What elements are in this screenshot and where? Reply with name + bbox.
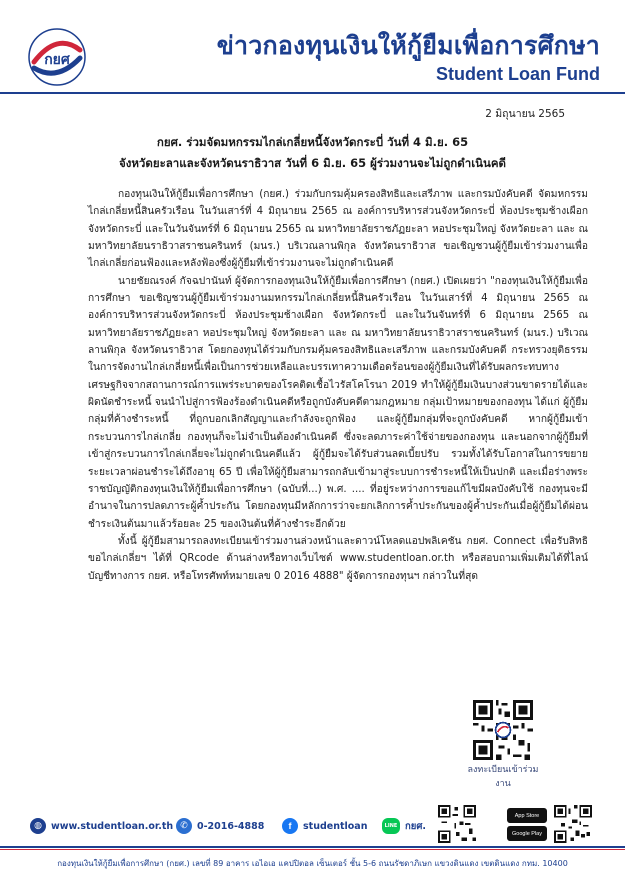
globe-icon: ◍ <box>30 818 46 834</box>
app-download-qr-code[interactable] <box>554 805 592 843</box>
article-body <box>88 186 588 585</box>
footer-facebook[interactable] <box>282 818 367 834</box>
header-title-english: Student Loan Fund <box>436 64 600 84</box>
footer-phone[interactable] <box>176 818 264 834</box>
footer-address: กองทุนเงินให้กู้ยืมเพื่อการศึกษา (กยศ.) เลขที่ 89 อาคาร เอไอเอ แคปปิตอล เซ็นเตอร์ ชั้น 5-6 ถนนรัชดาภิเษก แขวงดินแดง เขตดินแดง กทม. 10400 <box>57 859 568 868</box>
google-play-label: Google Play <box>512 830 542 837</box>
footer-facebook-text: studentloan <box>303 820 368 832</box>
line-icon-label: LINE <box>384 823 398 829</box>
paragraph <box>88 533 588 585</box>
footer-divider <box>0 846 625 854</box>
headline <box>50 132 575 174</box>
release-date: 2 มิถุนายน 2565 <box>485 108 565 120</box>
header-title-thai: ข่าวกองทุนเงินให้กู้ยืมเพื่อการศึกษา <box>216 31 600 60</box>
paragraph-text: กองทุนเงินให้กู้ยืมเพื่อการศึกษา (กยศ.) ร่วมกับกรมคุ้มครองสิทธิและเสรีภาพ และกรมบังคับคดี จัดมหกรรมไกล่เกลี่ยหนี้สินครัวเรือน ในวันเสาร์ที่ 4 มิถุนายน 2565 ณ องค์การบริหารส่วนจังหวัดกระบี่ ห้องประชุมช้างเผือก จังหวัดกระบี่ และในวันจันทร์ที่ 6 มิถุนายน 2565 ณ มหาวิทยาลัยราชภัฏยะลา หอประชุมใหญ่ จังหวัดยะลา และ ณ มหาวิทยาลัยนราธิวาสราชนครินทร์ (มนร.) บริเวณลานพิกุล จังหวัดนราธิวาส ขอเชิญชวนผู้กู้ยืมเข้าร่วมงานเพื่อไกล่เกลี่ยก่อนฟ้องและหลังฟ้องซึ่งผู้กู้ยืมที่เข้าร่วมงานจะไม่ถูกดำเนินคดี <box>88 189 588 270</box>
footer-phone-text: 0-2016-4888 <box>197 820 265 832</box>
headline-line-2: จังหวัดยะลาและจังหวัดนราธิวาส วันที่ 6 มิ.ย. 65 ผู้ร่วมงานจะไม่ถูกดำเนินคดี <box>118 156 507 170</box>
google-play-badge[interactable] <box>507 826 547 841</box>
app-store-label: App Store <box>514 812 540 819</box>
svg-text:กยศ: กยศ <box>44 51 70 67</box>
paragraph <box>88 273 588 533</box>
line-qr-code[interactable] <box>438 805 476 843</box>
headline-line-1: กยศ. ร่วมจัดมหกรรมไกล่เกลี่ยหนี้จังหวัดกระบี่ วันที่ 4 มิ.ย. 65 <box>156 135 469 149</box>
registration-qr-code[interactable] <box>473 700 533 760</box>
footer-line-text: กยศ. <box>405 820 426 832</box>
app-store-badge[interactable] <box>507 808 547 823</box>
footer-website-text: www.studentloan.or.th <box>51 820 174 832</box>
footer-website[interactable] <box>30 818 173 834</box>
qr-caption: ลงทะเบียนเข้าร่วมงาน <box>467 765 539 789</box>
student-loan-fund-logo-icon <box>28 28 86 86</box>
paragraph-text: นายชัยณรงค์ กัจฉปานันท์ ผู้จัดการกองทุนเงินให้กู้ยืมเพื่อการศึกษา (กยศ.) เปิดเผยว่า "กองทุนเงินให้กู้ยืมเพื่อการศึกษา ขอเชิญชวนผู้กู้ยืมเข้าร่วมงานมหกรรมไกล่เกลี่ยหนี้สินครัวเรือน ในวันเสาร์ที่ 4 มิถุนายน 2565 ณ องค์การบริหารส่วนจังหวัดกระบี่ ห้องประชุมช้างเผือก จังหวัดกระบี่ และในวันจันทร์ที่ 6 มิถุนายน 2565 ณ มหาวิทยาลัยราชภัฏยะลา หอประชุมใหญ่ จังหวัดยะลา และ ณ มหาวิทยาลัยนราธิวาสราชนครินทร์ (มนร.) บริเวณลานพิกุล จังหวัดนราธิวาส โดยกองทุนได้ร่วมกับกรมคุ้มครองสิทธิและเสรีภาพ และกรมบังคับคดี กระทรวงยุติธรรม ในการจัดงานไกล่เกลี่ยหนี้เพื่อเป็นการช่วยเหลือและบรรเทาความเดือดร้อนของผู้กู้ยืมเงินที่ได้รับผลกระทบทางเศรษฐกิจจากสถานการณ์การแพร่ระบาดของโรคติดเชื้อไวรัสโคโรนา 2019 ทำให้ผู้กู้ยืมเงินบางส่วนขาดรายได้และผิดนัดชำระหนี้ จนนำไปสู่การฟ้องร้องดำเนินคดีหรือถูกบังคับคดีตามกฎหมาย กลุ่มเป้าหมายของกองทุน ได้แก่ ผู้กู้ยืมกลุ่มที่ค้างชำระหนี้ ที่ถูกบอกเลิกสัญญาและกำลังจะถูกฟ้อง และผู้กู้ยืมกลุ่มที่จะถูกบังคับคดี หากผู้กู้ยืมเข้ากระบวนการไกล่เกลี่ย กองทุนก็จะไม่จำเป็นต้องดำเนินคดี ซึ่งจะลดภาระค่าใช้จ่ายของกองทุน และนอกจากผู้กู้ยืมที่เข้าสู่กระบวนการไกล่เกลี่ยจะไม่ถูกดำเนินคดีแล้ว ผู้กู้ยืมจะได้รับส่วนลดเบี้ยปรับ รวมทั้งได้รับโอกาสในการขยายระยะเวลาผ่อนชำระได้ถึงอายุ 65 ปี เพื่อให้ผู้กู้ยืมสามารถกลับเข้ามาสู่ระบบการชำระหนี้ให้เป็นปกติ และเมื่อร่างพระราชบัญญัติกองทุนเงินให้กู้ยืมเพื่อการศึกษา (ฉบับที่...) พ.ศ. .... ที่อยู่ระหว่างการขอแก้ไขมีผลบังคับใช้ กองทุนจะมีอำนาจในการปลดภาระผู้ค้ำประกัน โดยกองทุนมีหลักการว่าจะยกเลิกการค้ำประกันของผู้ค้ำประกันเมื่อผู้กู้ยืมได้ผ่อนชำระเงินต้นมาแล้วร้อยละ 25 ของเงินต้นที่ค้างชำระอีกด้วย <box>88 275 588 530</box>
header-divider <box>0 92 625 98</box>
line-icon <box>382 818 400 834</box>
paragraph-text: ทั้งนี้ ผู้กู้ยืมสามารถลงทะเบียนเข้าร่วมงานล่วงหน้าและดาวน์โหลดแอปพลิเคชัน กยศ. Connect เพื่อรับสิทธิขอไกล่เกลี่ยฯ ได้ที่ QRcode ด้านล่างหรือทางเว็บไซต์ www.studentloan.or.th หรือสอบถามเพิ่มเติมได้ที่ไลน์บัญชีทางการ กยศ. หรือโทรศัพท์หมายเลข 0 2016 4888" ผู้จัดการกองทุนฯ กล่าวในที่สุด <box>88 535 588 582</box>
facebook-icon: f <box>282 818 298 834</box>
paragraph <box>88 186 588 273</box>
phone-icon: ✆ <box>176 818 192 834</box>
footer-line[interactable] <box>382 818 426 834</box>
